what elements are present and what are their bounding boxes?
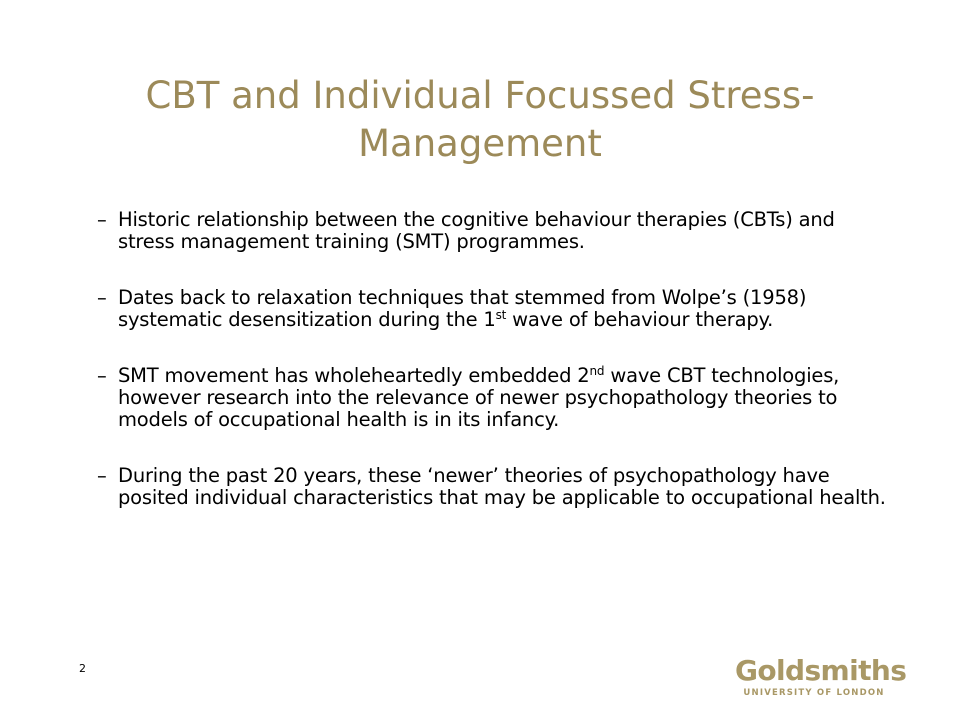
bullet-dash: – bbox=[97, 364, 107, 387]
bullet-text: During the past 20 years, these ‘newer’ theories of psychopathology have posited individual characteristics that may be applicable to occupational health. bbox=[118, 464, 886, 509]
bullet-text-end: wave of behaviour therapy. bbox=[506, 308, 774, 331]
bullet-dash: – bbox=[97, 464, 107, 487]
bullet-item bbox=[97, 209, 887, 253]
bullet-item bbox=[97, 465, 887, 509]
slide-title-line-1: CBT and Individual Focussed Stress- bbox=[145, 74, 815, 117]
bullet-text-start: SMT movement has wholeheartedly embedded 2 bbox=[118, 364, 590, 387]
bullet-text: Historic relationship between the cognitive behaviour therapies (CBTs) and stress management training (SMT) programmes. bbox=[118, 208, 835, 253]
bullet-text-start: Dates back to relaxation techniques that stemmed from Wolpe’s (1958) systematic desensitization during the 1 bbox=[118, 286, 807, 331]
bullet-dash: – bbox=[97, 286, 107, 309]
slide-title bbox=[90, 72, 870, 168]
bullet-dash: – bbox=[97, 208, 107, 231]
slide-title-line-2: Management bbox=[358, 122, 602, 165]
logo-wordmark: Goldsmiths bbox=[735, 654, 907, 687]
bullet-item bbox=[97, 287, 887, 331]
bullet-list bbox=[97, 209, 887, 543]
bullet-item bbox=[97, 365, 887, 431]
bullet-text-end: wave CBT technologies, however research into the relevance of newer psychopathology theories to models of occupational health is in its infancy. bbox=[118, 364, 840, 431]
logo-subtitle: UNIVERSITY OF LONDON bbox=[743, 688, 885, 698]
goldsmiths-logo bbox=[735, 654, 907, 699]
bullet-superscript: st bbox=[495, 308, 507, 322]
bullet-superscript: nd bbox=[589, 364, 605, 378]
page-number: 2 bbox=[79, 662, 86, 675]
